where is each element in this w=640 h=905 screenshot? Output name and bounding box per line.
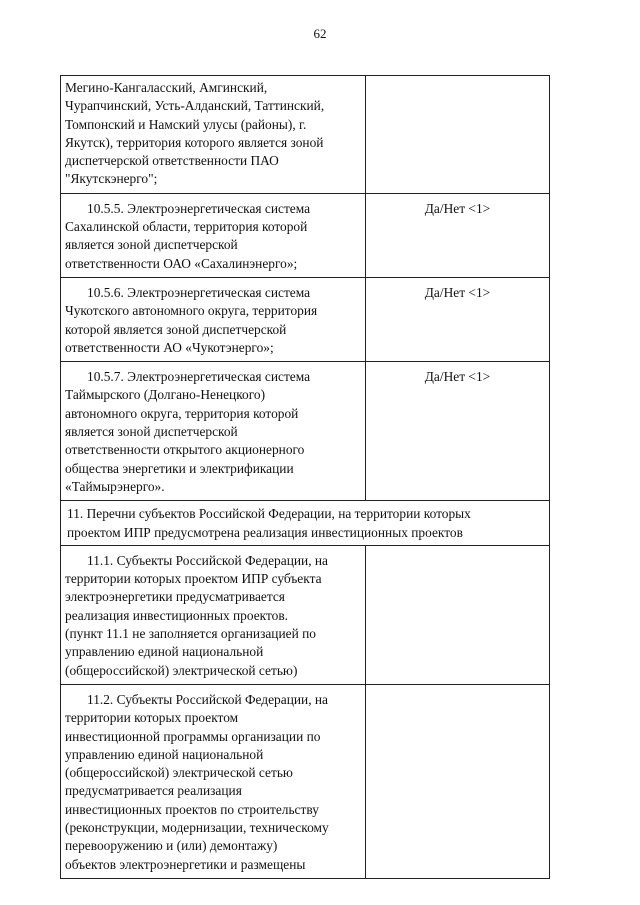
table-row	[61, 76, 550, 194]
item-description-cell	[61, 76, 366, 194]
table-row	[61, 545, 550, 684]
item-description	[61, 362, 365, 500]
table-row	[61, 277, 550, 361]
text-line: реализация инвестиционных проектов.	[65, 607, 289, 623]
text-line: «Таймырэнерго».	[65, 478, 165, 494]
text-line: Чукотского автономного округа, территория	[65, 303, 318, 319]
item-description-cell	[61, 545, 366, 684]
text-line: Якутск), территория которого является зоной	[65, 134, 324, 150]
item-description	[61, 685, 365, 878]
item-description	[61, 76, 365, 193]
section-header	[61, 501, 549, 545]
text-line: (реконструкции, модернизации, техническому	[65, 819, 329, 835]
answer-value	[366, 685, 549, 691]
table-row	[61, 193, 550, 277]
item-description	[61, 194, 365, 277]
item-description-cell	[61, 277, 366, 361]
text-line: управлению единой национальной	[65, 644, 264, 660]
text-line: 11.2. Субъекты Российской Федерации, на	[87, 691, 329, 707]
text-line: Сахалинской области, территория которой	[65, 219, 308, 235]
text-line: ответственности ОАО «Сахалинэнерго»;	[65, 255, 298, 271]
text-line: общества энергетики и электрификации	[65, 460, 294, 476]
text-line: управлению единой национальной	[65, 746, 264, 762]
item-description	[61, 546, 365, 684]
item-description-cell	[61, 193, 366, 277]
text-line: "Якутскэнерго";	[65, 171, 158, 187]
text-line: Мегино-Кангаласский, Амгинский,	[65, 80, 268, 95]
answer-cell	[366, 277, 550, 361]
text-line: 10.5.6. Электроэнергетическая система	[87, 284, 311, 300]
page-number: 62	[313, 26, 327, 41]
table-row	[61, 501, 550, 546]
text-line: ответственности открытого акционерного	[65, 442, 305, 458]
text-line: 10.5.5. Электроэнергетическая система	[87, 200, 311, 216]
text-line: проектом ИПР предусмотрена реализация инвестиционных проектов	[67, 524, 463, 540]
text-line: (общероссийской) электрической сетью	[65, 765, 293, 781]
text-line: Чурапчинский, Усть-Алданский, Таттинский,	[65, 98, 325, 114]
item-description-cell	[61, 684, 366, 878]
text-line: которой является зоной диспетчерской	[65, 321, 287, 337]
answer-value: Да/Нет <1>	[424, 284, 491, 300]
text-line: предусматривается реализация	[65, 783, 242, 799]
text-line: Томпонский и Намский улусы (районы), г.	[65, 116, 307, 132]
answer-cell	[366, 545, 550, 684]
text-line: территории которых проектом	[65, 710, 239, 726]
text-line: 10.5.7. Электроэнергетическая система	[87, 369, 311, 385]
answer-cell	[366, 684, 550, 878]
item-description	[61, 278, 365, 361]
table-row	[61, 684, 550, 878]
text-line: объектов электроэнергетики и размещены	[65, 856, 306, 872]
text-line: является зоной диспетчерской	[65, 424, 238, 440]
text-line: (общероссийской) электрической сетью)	[65, 662, 298, 678]
text-line: инвестиционных проектов по строительству	[65, 801, 319, 817]
table-row	[61, 362, 550, 501]
text-line: инвестиционной программы организации по	[65, 728, 321, 744]
section-header-cell	[61, 501, 550, 546]
answer-value	[366, 546, 549, 552]
text-line: электроэнергетики предусматривается	[65, 589, 285, 605]
text-line: территории которых проектом ИПР субъекта	[65, 571, 322, 587]
answer-cell	[366, 362, 550, 501]
answer-value	[366, 76, 549, 82]
text-line: (пункт 11.1 не заполняется организацией по	[65, 626, 316, 642]
text-line: автономного округа, территория которой	[65, 405, 299, 421]
text-line: 11.1. Субъекты Российской Федерации, на	[87, 552, 329, 568]
text-line: Таймырского (Долгано-Ненецкого)	[65, 387, 266, 403]
text-line: диспетчерской ответственности ПАО	[65, 153, 279, 169]
answer-value: Да/Нет <1>	[424, 369, 491, 385]
form-table	[60, 75, 550, 879]
answer-cell	[366, 193, 550, 277]
item-description-cell	[61, 362, 366, 501]
text-line: является зоной диспетчерской	[65, 237, 238, 253]
text-line: перевооружению и (или) демонтажу)	[65, 838, 278, 854]
text-line: 11. Перечни субъектов Российской Федерации, на территории которых	[67, 506, 471, 522]
answer-value: Да/Нет <1>	[424, 200, 491, 216]
answer-cell	[366, 76, 550, 194]
text-line: ответственности АО «Чукотэнерго»;	[65, 339, 274, 355]
